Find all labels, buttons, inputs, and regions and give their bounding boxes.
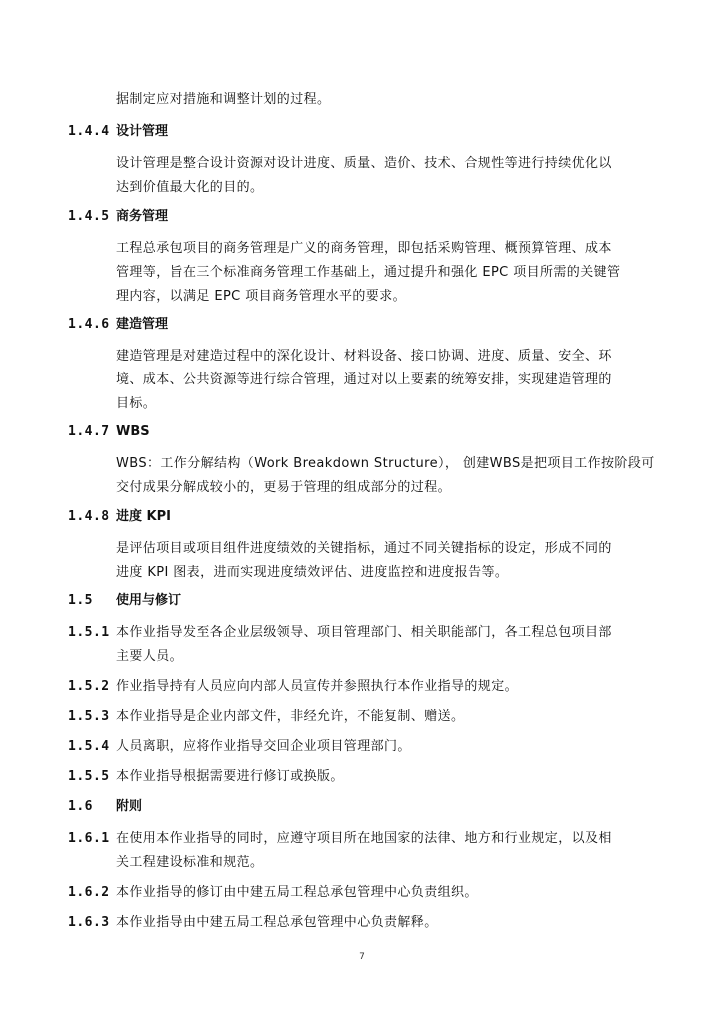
clause-number: 1.5.4 [68, 739, 110, 754]
clause-text: 本作业指导根据需要进行修订或换版。 [116, 769, 344, 784]
body-text: 目标。 [116, 396, 157, 411]
body-text: 进度 KPI 图表，进而实现进度绩效评估、进度监控和进度报告等。 [116, 565, 509, 580]
clause-text: 人员离职，应将作业指导交回企业项目管理部门。 [116, 739, 411, 754]
body-text: 是评估项目或项目组件进度绩效的关键指标，通过不同关键指标的设定，形成不同的 [116, 541, 612, 556]
body-text: 设计管理是整合设计资源对设计进度、质量、造价、技术、合规性等进行持续优化以 [116, 156, 612, 171]
clause-number: 1.5.3 [68, 709, 110, 724]
section-title: 建造管理 [116, 317, 169, 332]
clause-text: 作业指导持有人员应向内部人员宣传并参照执行本作业指导的规定。 [116, 679, 519, 694]
section-number: 1.5 [68, 593, 93, 608]
body-text: 工程总承包项目的商务管理是广义的商务管理，即包括采购管理、概预算管理、成本 [116, 241, 612, 256]
body-text: 理内容，以满足 EPC 项目商务管理水平的要求。 [116, 289, 406, 304]
body-text: 交付成果分解成较小的，更易于管理的组成部分的过程。 [116, 480, 452, 495]
section-number: 1.4.6 [68, 317, 110, 332]
clause-number: 1.5.5 [68, 769, 110, 784]
clause-number: 1.5.2 [68, 679, 110, 694]
section-title: WBS [116, 424, 150, 439]
clause-text: 本作业指导由中建五局工程总承包管理中心负责解释。 [116, 915, 438, 930]
section-number: 1.4.4 [68, 124, 110, 139]
section-title: 使用与修订 [116, 593, 182, 608]
section-title: 进度 KPI [116, 509, 171, 524]
section-number: 1.4.7 [68, 424, 110, 439]
body-text: 达到价值最大化的目的。 [116, 180, 264, 195]
clause-text: 在使用本作业指导的同时，应遵守项目所在地国家的法律、地方和行业规定，以及相 [116, 831, 612, 846]
section-title: 设计管理 [116, 124, 169, 139]
clause-number: 1.6.1 [68, 831, 110, 846]
clause-number: 1.6.2 [68, 885, 110, 900]
clause-text: 本作业指导的修订由中建五局工程总承包管理中心负责组织。 [116, 885, 478, 900]
section-title: 附则 [116, 799, 143, 814]
section-number: 1.6 [68, 799, 93, 814]
body-text: 建造管理是对建造过程中的深化设计、材料设备、接口协调、进度、质量、安全、环 [116, 349, 612, 364]
section-number: 1.4.5 [68, 209, 110, 224]
body-text: 主要人员。 [116, 649, 184, 664]
section-title: 商务管理 [116, 209, 169, 224]
body-text: WBS：工作分解结构（Work Breakdown Structure）， 创建WBS是把项目工作按阶段可 [116, 456, 655, 471]
clause-number: 1.6.3 [68, 915, 110, 930]
body-text: 境、成本、公共资源等进行综合管理，通过对以上要素的统筹安排，实现建造管理的 [116, 372, 612, 387]
section-number: 1.4.8 [68, 509, 110, 524]
clause-text: 本作业指导是企业内部文件，非经允许，不能复制、赠送。 [116, 709, 465, 724]
body-text: 管理等，旨在三个标准商务管理工作基础上，通过提升和强化 EPC 项目所需的关键管 [116, 265, 621, 280]
page-number: 7 [359, 952, 365, 962]
body-text: 关工程建设标准和规范。 [116, 855, 264, 870]
clause-text: 本作业指导发至各企业层级领导、项目管理部门、相关职能部门，各工程总包项目部 [116, 625, 612, 640]
body-text: 据制定应对措施和调整计划的过程。 [116, 92, 331, 107]
clause-number: 1.5.1 [68, 625, 110, 640]
